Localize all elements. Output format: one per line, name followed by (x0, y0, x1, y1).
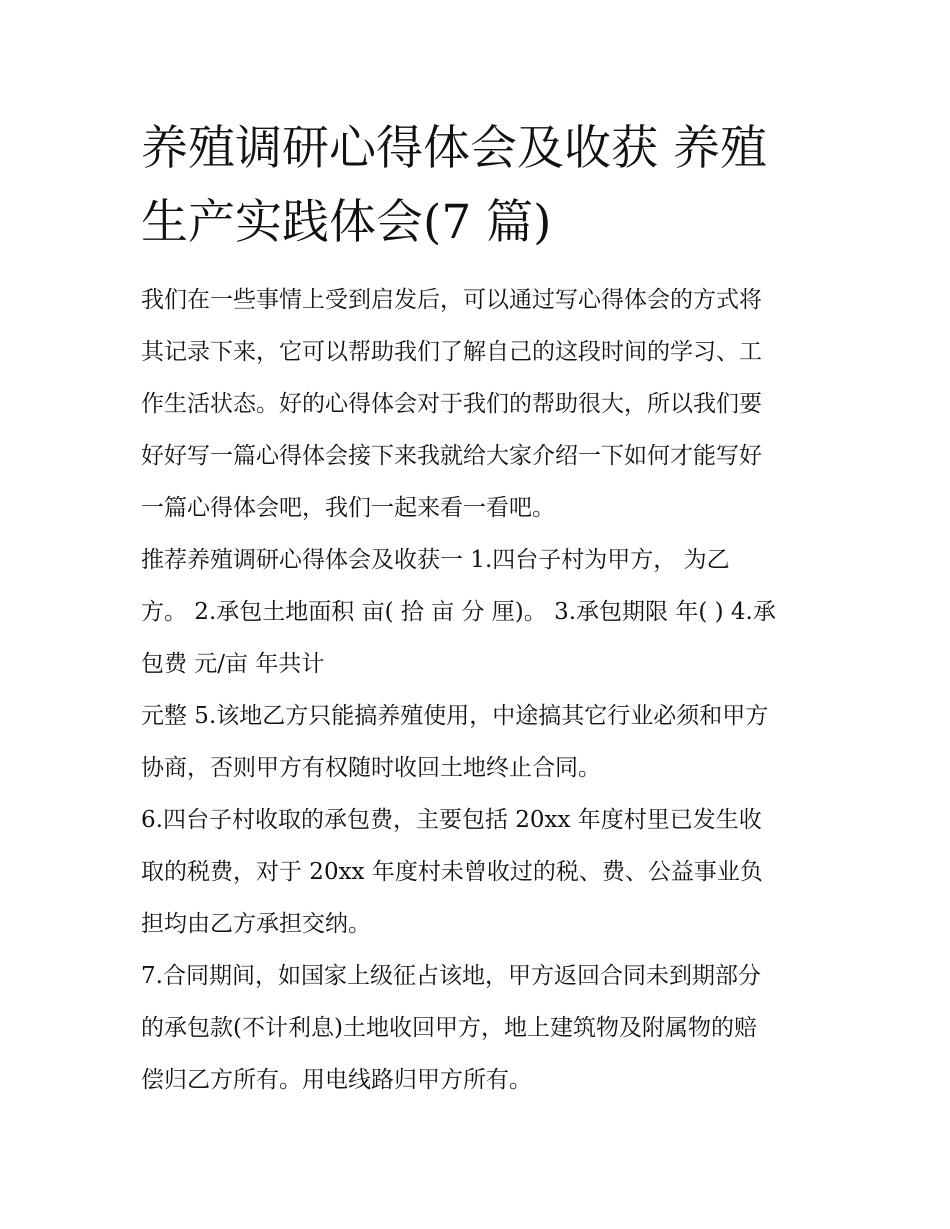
usage-clause-paragraph (141, 690, 817, 794)
paragraph-line: 协商，否则甲方有权随时收回土地终止合同。 (141, 755, 601, 781)
paragraph-line: 担均由乙方承担交纳。 (141, 911, 371, 937)
paragraph-line: 我们在一些事情上受到启发后，可以通过写心得体会的方式将 (141, 287, 762, 313)
paragraph-line: 偿归乙方所有。用电线路归甲方所有。 (141, 1067, 532, 1093)
contract-terms-paragraph (141, 534, 817, 690)
title-line: 养殖调研心得体会及收获 养殖 (141, 121, 767, 176)
paragraph-line: 元整 5.该地乙方只能搞养殖使用，中途搞其它行业必须和甲方 (141, 703, 769, 729)
document-content (141, 112, 817, 1106)
paragraph-line: 6.四台子村收取的承包费，主要包括 20xx 年度村里已发生收 (141, 807, 762, 833)
paragraph-line: 其记录下来，它可以帮助我们了解自己的这段时间的学习、工 (141, 339, 762, 365)
paragraph-line: 方。 2.承包土地面积 亩( 拾 亩 分 厘)。 3.承包期限 年( ) 4.承 (141, 599, 776, 625)
land-acquisition-clause-paragraph (141, 950, 817, 1106)
paragraph-line: 一篇心得体会吧，我们一起来看一看吧。 (141, 495, 555, 521)
paragraph-line: 7.合同期间，如国家上级征占该地，甲方返回合同未到期部分 (141, 963, 761, 989)
document-title (141, 112, 817, 260)
paragraph-line: 的承包款(不计利息)土地收回甲方，地上建筑物及附属物的赔 (141, 1015, 757, 1041)
intro-paragraph (141, 274, 817, 534)
title-line: 生产实践体会(7 篇) (141, 195, 552, 250)
paragraph-line: 推荐养殖调研心得体会及收获一 1.四台子村为甲方， 为乙 (141, 547, 730, 573)
paragraph-line: 作生活状态。好的心得体会对于我们的帮助很大，所以我们要 (141, 391, 762, 417)
paragraph-line: 包费 元/亩 年共计 (141, 651, 325, 677)
fee-clause-paragraph (141, 794, 817, 950)
paragraph-line: 取的税费，对于 20xx 年度村未曾收过的税、费、公益事业负 (141, 859, 763, 885)
paragraph-line: 好好写一篇心得体会接下来我就给大家介绍一下如何才能写好 (141, 443, 762, 469)
